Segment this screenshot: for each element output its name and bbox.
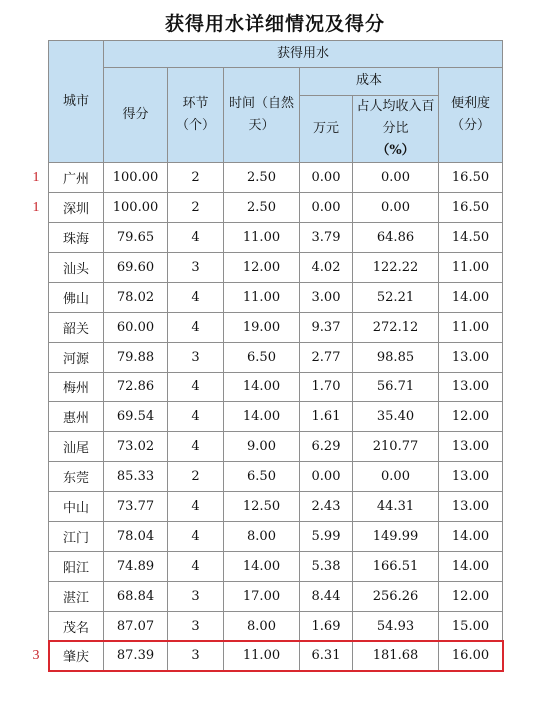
rank-marker: 1 xyxy=(32,199,40,215)
time-cell: 9.00 xyxy=(224,432,300,462)
score-cell: 68.84 xyxy=(104,581,168,611)
table-body xyxy=(49,163,503,671)
city-cell: 茂名 xyxy=(49,611,104,641)
score-cell: 73.77 xyxy=(104,492,168,522)
time-cell: 14.00 xyxy=(224,402,300,432)
steps-cell: 3 xyxy=(168,611,224,641)
score-cell: 69.60 xyxy=(104,252,168,282)
cost-cell: 2.77 xyxy=(300,342,353,372)
table-row xyxy=(49,372,503,402)
steps-cell: 4 xyxy=(168,492,224,522)
city-cell: 肇庆 xyxy=(49,641,104,671)
convenience-cell: 14.00 xyxy=(439,282,503,312)
cost-cell: 3.00 xyxy=(300,282,353,312)
convenience-cell: 14.00 xyxy=(439,521,503,551)
header-income-pct xyxy=(353,96,439,163)
convenience-cell: 11.00 xyxy=(439,312,503,342)
table-row xyxy=(49,492,503,522)
table-row xyxy=(49,551,503,581)
cost-cell: 1.69 xyxy=(300,611,353,641)
convenience-cell: 12.00 xyxy=(439,581,503,611)
steps-cell: 4 xyxy=(168,223,224,253)
score-cell: 100.00 xyxy=(104,163,168,193)
steps-cell: 3 xyxy=(168,342,224,372)
steps-cell: 4 xyxy=(168,312,224,342)
city-cell: 汕尾 xyxy=(49,432,104,462)
city-cell: 中山 xyxy=(49,492,104,522)
convenience-cell: 13.00 xyxy=(439,342,503,372)
steps-cell: 4 xyxy=(168,551,224,581)
pct-cell: 272.12 xyxy=(353,312,439,342)
score-cell: 78.04 xyxy=(104,521,168,551)
steps-cell: 2 xyxy=(168,163,224,193)
pct-cell: 0.00 xyxy=(353,163,439,193)
city-cell: 汕头 xyxy=(49,252,104,282)
pct-cell: 122.22 xyxy=(353,252,439,282)
time-cell: 8.00 xyxy=(224,611,300,641)
cost-cell: 1.61 xyxy=(300,402,353,432)
header-steps: 环节（个） xyxy=(168,68,224,163)
time-cell: 11.00 xyxy=(224,223,300,253)
convenience-cell: 13.00 xyxy=(439,432,503,462)
city-cell: 韶关 xyxy=(49,312,104,342)
pct-cell: 181.68 xyxy=(353,641,439,671)
convenience-cell: 13.00 xyxy=(439,372,503,402)
steps-cell: 4 xyxy=(168,402,224,432)
pct-cell: 35.40 xyxy=(353,402,439,432)
header-income-pct-unit: （%） xyxy=(376,143,415,159)
table-row xyxy=(49,641,503,671)
header-wan-yuan: 万元 xyxy=(300,96,353,163)
time-cell: 14.00 xyxy=(224,372,300,402)
convenience-cell: 16.00 xyxy=(439,641,503,671)
steps-cell: 2 xyxy=(168,193,224,223)
pct-cell: 56.71 xyxy=(353,372,439,402)
score-cell: 69.54 xyxy=(104,402,168,432)
city-cell: 珠海 xyxy=(49,223,104,253)
time-cell: 2.50 xyxy=(224,163,300,193)
time-cell: 6.50 xyxy=(224,462,300,492)
cost-cell: 5.38 xyxy=(300,551,353,581)
table-row xyxy=(49,252,503,282)
table-row xyxy=(49,521,503,551)
water-table xyxy=(48,40,503,671)
pct-cell: 0.00 xyxy=(353,193,439,223)
cost-cell: 6.29 xyxy=(300,432,353,462)
steps-cell: 4 xyxy=(168,372,224,402)
table-row xyxy=(49,193,503,223)
table-row xyxy=(49,223,503,253)
header-score: 得分 xyxy=(104,68,168,163)
city-cell: 阳江 xyxy=(49,551,104,581)
steps-cell: 2 xyxy=(168,462,224,492)
pct-cell: 0.00 xyxy=(353,462,439,492)
header-income-pct-label: 占人均收入百分比 xyxy=(356,99,435,137)
city-cell: 河源 xyxy=(49,342,104,372)
time-cell: 14.00 xyxy=(224,551,300,581)
score-cell: 79.65 xyxy=(104,223,168,253)
table-row xyxy=(49,312,503,342)
pct-cell: 98.85 xyxy=(353,342,439,372)
steps-cell: 4 xyxy=(168,282,224,312)
convenience-cell: 16.50 xyxy=(439,163,503,193)
city-cell: 广州 xyxy=(49,163,104,193)
convenience-cell: 14.00 xyxy=(439,551,503,581)
convenience-cell: 12.00 xyxy=(439,402,503,432)
score-cell: 60.00 xyxy=(104,312,168,342)
time-cell: 17.00 xyxy=(224,581,300,611)
pct-cell: 166.51 xyxy=(353,551,439,581)
pct-cell: 149.99 xyxy=(353,521,439,551)
cost-cell: 2.43 xyxy=(300,492,353,522)
city-cell: 湛江 xyxy=(49,581,104,611)
steps-cell: 3 xyxy=(168,252,224,282)
steps-cell: 3 xyxy=(168,641,224,671)
convenience-cell: 13.00 xyxy=(439,462,503,492)
pct-cell: 52.21 xyxy=(353,282,439,312)
time-cell: 8.00 xyxy=(224,521,300,551)
score-cell: 72.86 xyxy=(104,372,168,402)
cost-cell: 0.00 xyxy=(300,462,353,492)
table-row xyxy=(49,462,503,492)
convenience-cell: 11.00 xyxy=(439,252,503,282)
table-row xyxy=(49,611,503,641)
page-title: 获得用水详细情况及得分 xyxy=(164,13,385,35)
pct-cell: 44.31 xyxy=(353,492,439,522)
convenience-cell: 16.50 xyxy=(439,193,503,223)
cost-cell: 8.44 xyxy=(300,581,353,611)
cost-cell: 1.70 xyxy=(300,372,353,402)
city-cell: 深圳 xyxy=(49,193,104,223)
city-cell: 江门 xyxy=(49,521,104,551)
header-convenience: 便利度（分） xyxy=(439,68,503,163)
score-cell: 87.07 xyxy=(104,611,168,641)
cost-cell: 9.37 xyxy=(300,312,353,342)
cost-cell: 0.00 xyxy=(300,163,353,193)
table-row xyxy=(49,432,503,462)
cost-cell: 3.79 xyxy=(300,223,353,253)
score-cell: 85.33 xyxy=(104,462,168,492)
rank-marker: 1 xyxy=(32,169,40,185)
time-cell: 12.50 xyxy=(224,492,300,522)
header-time: 时间（自然天） xyxy=(224,68,300,163)
steps-cell: 3 xyxy=(168,581,224,611)
header-cost: 成本 xyxy=(300,68,439,96)
city-cell: 惠州 xyxy=(49,402,104,432)
cost-cell: 6.31 xyxy=(300,641,353,671)
convenience-cell: 14.50 xyxy=(439,223,503,253)
table-row xyxy=(49,342,503,372)
score-cell: 73.02 xyxy=(104,432,168,462)
table-row xyxy=(49,402,503,432)
pct-cell: 256.26 xyxy=(353,581,439,611)
city-cell: 东莞 xyxy=(49,462,104,492)
score-cell: 87.39 xyxy=(104,641,168,671)
table-row xyxy=(49,282,503,312)
convenience-cell: 15.00 xyxy=(439,611,503,641)
time-cell: 11.00 xyxy=(224,282,300,312)
score-cell: 74.89 xyxy=(104,551,168,581)
table-row xyxy=(49,163,503,193)
score-cell: 78.02 xyxy=(104,282,168,312)
cost-cell: 4.02 xyxy=(300,252,353,282)
steps-cell: 4 xyxy=(168,521,224,551)
time-cell: 12.00 xyxy=(224,252,300,282)
steps-cell: 4 xyxy=(168,432,224,462)
pct-cell: 54.93 xyxy=(353,611,439,641)
header-city: 城市 xyxy=(49,41,104,163)
rank-marker: 3 xyxy=(32,647,40,663)
time-cell: 11.00 xyxy=(224,641,300,671)
cost-cell: 5.99 xyxy=(300,521,353,551)
city-cell: 梅州 xyxy=(49,372,104,402)
convenience-cell: 13.00 xyxy=(439,492,503,522)
table-row xyxy=(49,581,503,611)
score-cell: 100.00 xyxy=(104,193,168,223)
header-group: 获得用水 xyxy=(104,41,503,68)
pct-cell: 210.77 xyxy=(353,432,439,462)
city-cell: 佛山 xyxy=(49,282,104,312)
score-cell: 79.88 xyxy=(104,342,168,372)
cost-cell: 0.00 xyxy=(300,193,353,223)
time-cell: 2.50 xyxy=(224,193,300,223)
pct-cell: 64.86 xyxy=(353,223,439,253)
time-cell: 6.50 xyxy=(224,342,300,372)
time-cell: 19.00 xyxy=(224,312,300,342)
